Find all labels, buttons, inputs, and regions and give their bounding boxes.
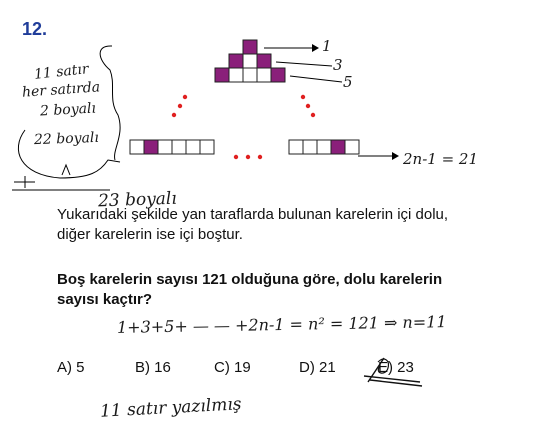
option-c[interactable]: C) 19 bbox=[214, 359, 251, 376]
option-e[interactable]: E) 23 bbox=[378, 359, 414, 376]
note-line: 22 boyalı bbox=[33, 129, 100, 149]
empty-square bbox=[229, 68, 243, 82]
note-line: her satırda bbox=[21, 79, 101, 101]
option-b[interactable]: B) 16 bbox=[135, 359, 171, 376]
note-line: 2 boyalı bbox=[39, 100, 97, 120]
filled-square bbox=[257, 54, 271, 68]
row-label: 1 bbox=[322, 37, 332, 55]
filled-square bbox=[331, 140, 345, 154]
row-label: 3 bbox=[333, 56, 343, 74]
empty-square bbox=[172, 140, 186, 154]
filled-square bbox=[229, 54, 243, 68]
empty-square bbox=[303, 140, 317, 154]
empty-square bbox=[317, 140, 331, 154]
empty-square bbox=[289, 140, 303, 154]
empty-square bbox=[243, 54, 257, 68]
filled-square bbox=[215, 68, 229, 82]
question-number: 12. bbox=[22, 19, 48, 39]
empty-square bbox=[158, 140, 172, 154]
option-a[interactable]: A) 5 bbox=[57, 359, 85, 376]
question-description: Yukarıdaki şekilde yan taraflarda bulunan karelerin içi dolu, diğer karelerin ise içi boştur. bbox=[57, 206, 449, 243]
row-label: 5 bbox=[343, 73, 353, 91]
question-prompt: Boş karelerin sayısı 121 olduğuna göre, dolu karelerin sayısı kaçtır? bbox=[57, 271, 443, 308]
empty-square bbox=[130, 140, 144, 154]
filled-square bbox=[144, 140, 158, 154]
pyramid-figure bbox=[0, 0, 551, 200]
bottom-note: 11 satır yazılmış bbox=[99, 394, 242, 422]
option-d[interactable]: D) 21 bbox=[299, 359, 336, 376]
note-line: 11 satır bbox=[33, 61, 90, 83]
empty-square bbox=[186, 140, 200, 154]
empty-square bbox=[257, 68, 271, 82]
filled-square bbox=[271, 68, 285, 82]
filled-square bbox=[243, 40, 257, 54]
note-total: 23 boyalı bbox=[97, 188, 178, 212]
handwritten-work: 1+3+5+ — — +2n-1 = n² = 121 ⇒ n=11 bbox=[116, 312, 447, 337]
answer-check-mark bbox=[360, 352, 440, 388]
empty-square bbox=[243, 68, 257, 82]
empty-square bbox=[345, 140, 359, 154]
empty-square bbox=[200, 140, 214, 154]
formula-label: 2n-1 = 21 bbox=[403, 150, 479, 168]
